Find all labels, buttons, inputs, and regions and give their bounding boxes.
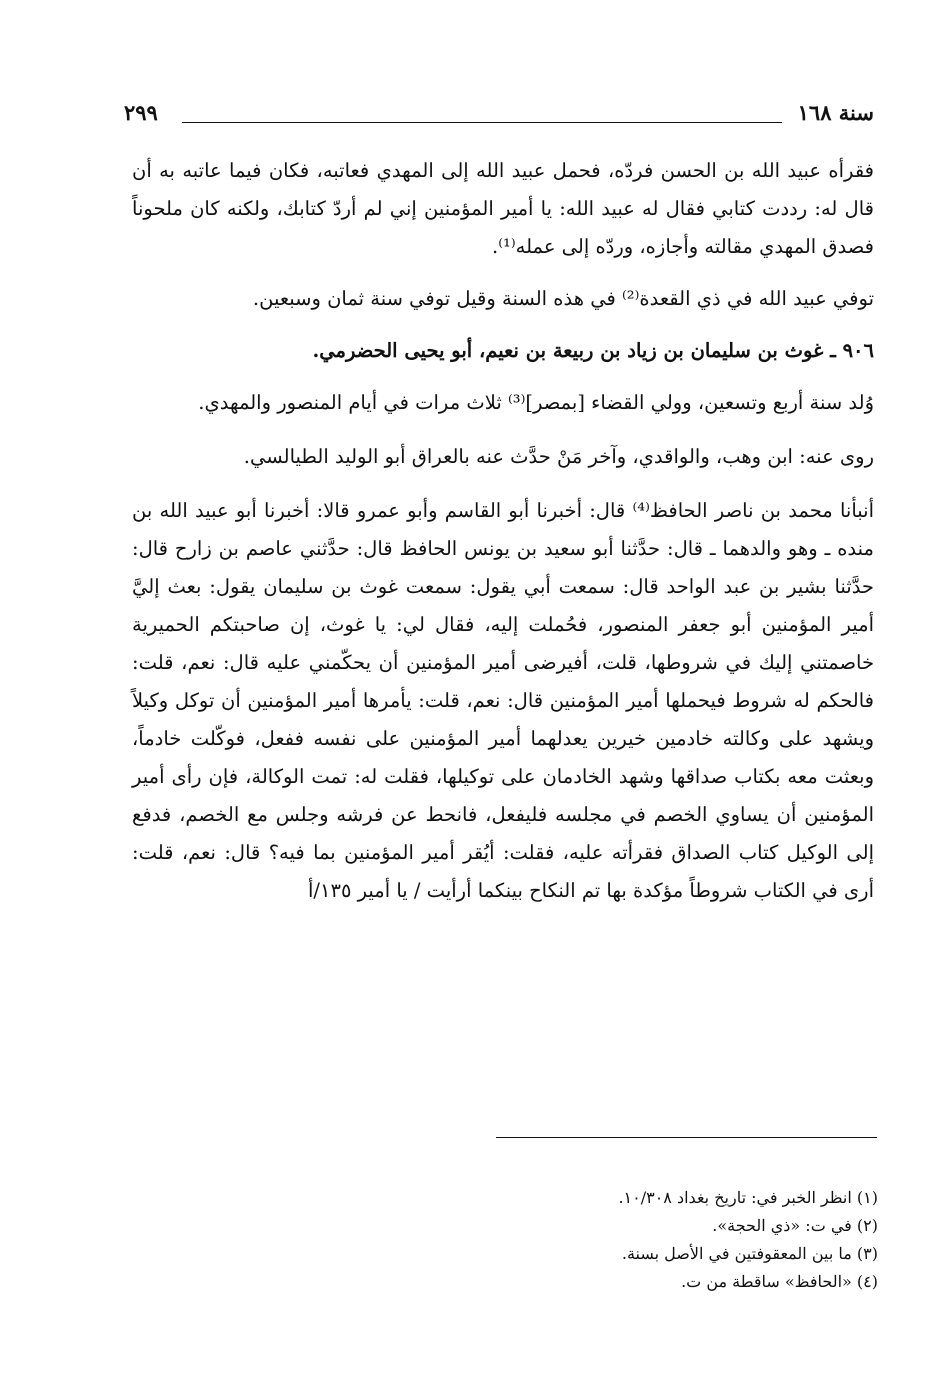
biography-entry-heading: ٩٠٦ ـ غوث بن سليمان بن زياد بن ربيعة بن نعيم، أبو يحيى الحضرمي. [312, 339, 874, 362]
header-year: سنة ١٦٨ [797, 100, 874, 125]
footnote-4: (٤) «الحافظ» ساقطة من ت. [681, 1272, 878, 1291]
paragraph-4: روى عنه: ابن وهب، والواقدي، وآخر مَنْ حدَّث عنه بالعراق أبو الوليد الطيالسي. [243, 445, 874, 468]
paragraph-1: فقرأه عبيد الله بن الحسن فردّه، فحمل عبيد الله إلى المهدي فعاتبه، فكان فيما عاتبه به أن قال له: رددت كتابي فقال له عبيد الله: يا أمير المؤمنين إني لم أردّ كتابك، ولكنه كان ملحوناً فصدق المهدي مقالته وأجازه، وردّه إلى عمله⁽¹⁾. [132, 159, 874, 258]
footnote-separator [496, 1137, 877, 1138]
paragraph-2: توفي عبيد الله في ذي القعدة⁽²⁾ في هذه السنة وقيل توفي سنة ثمان وسبعين. [252, 287, 874, 310]
folio-marker: ١٣٥/أ [308, 879, 352, 902]
footnote-3: (٣) ما بين المعقوفتين في الأصل بسنة. [621, 1244, 878, 1263]
footnote-1: (١) انظر الخبر في: تاريخ بغداد ١٠/٣٠٨. [618, 1188, 878, 1207]
paragraph-5-text: أنبأنا محمد بن ناصر الحافظ⁽⁴⁾ قال: أخبرنا أبو القاسم وأبو عمرو قالا: أخبرنا أبو عبيد الله بن منده ـ وهو والدهما ـ قال: حدَّثنا أبو سعيد بن يونس الحافظ قال: حدَّثني عاصم بن زارح قال: حدَّثنا بشير بن عبد الواحد قال: سمعت أبي يقول: سمعت غوث بن سليمان يقول: بعث إليَّ أمير المؤمنين أبو جعفر المنصور، فحُملت إليه، فقال لي: يا غوث، إن صاحبتكم الحميرية خاصمتني إليك في شروطها، قلت، أفيرضى أمير المؤمنين أن يحكّمني عليه قال: نعم، قلت: فالحكم له شروط فيحملها أمير المؤمنين قال: نعم، قلت: يأمرها أمير المؤمنين أن توكل وكيلاً ويشهد على وكالته خادمين خيرين يعدلهما أمير المؤمنين على نفسه ففعل، فوكّلت خادماً، وبعثت معه بكتاب صداقها وشهد الخادمان على توكيلها، فقلت له: تمت الوكالة، فإن رأى أمير المؤمنين أن يساوي الخصم في مجلسه فليفعل، فانحط عن فرشه وجلس مع الخصم، فدفع إلى الوكيل كتاب الصداق فقرأته عليه، فقلت: أيُقر أمير المؤمنين بما فيه؟ قال: نعم، قلت: أرى في الكتاب شروطاً مؤكدة بها تم النكاح بينكما أرأيت / يا أمير [132, 499, 874, 902]
running-header [124, 100, 874, 136]
page-number: ٢٩٩ [124, 100, 158, 125]
main-text [132, 152, 874, 910]
footnote-2: (٢) في ت: «ذي الحجة». [712, 1216, 878, 1235]
footnotes [300, 1184, 878, 1296]
paragraph-3: وُلد سنة أربع وتسعين، وولي القضاء [بمصر]⁽³⁾ ثلاث مرات في أيام المنصور والمهدي. [198, 391, 874, 414]
header-rule [182, 122, 782, 123]
paragraph-5 [132, 492, 874, 910]
